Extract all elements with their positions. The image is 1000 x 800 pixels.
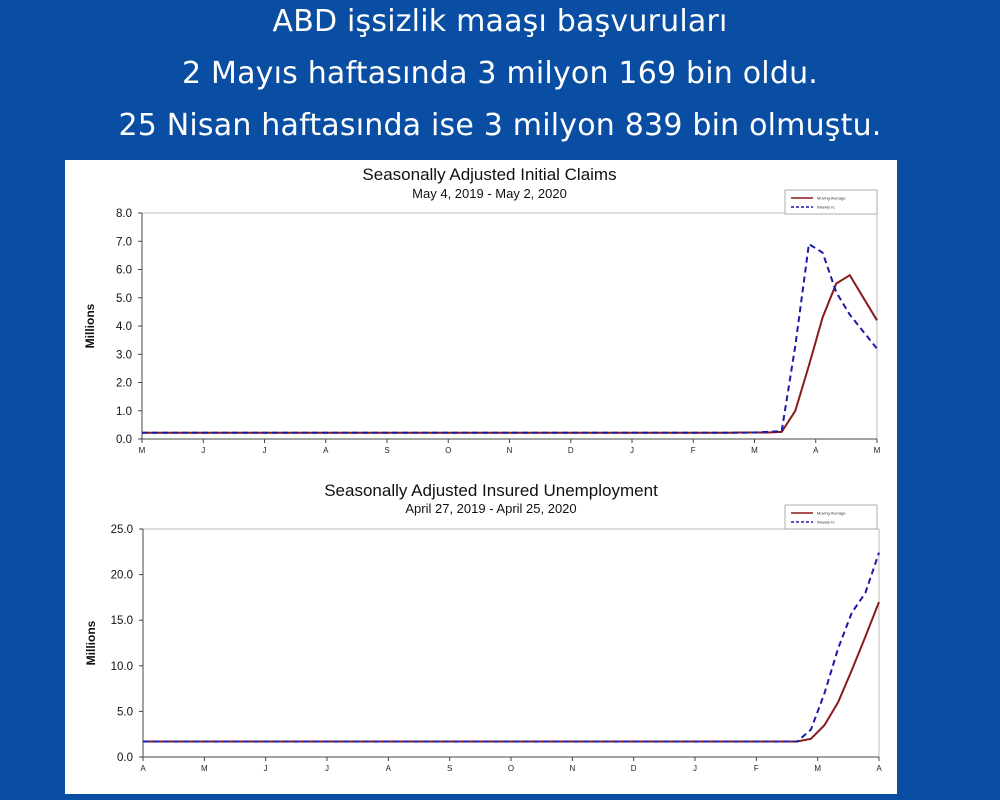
y-tick-label: 25.0 — [110, 524, 133, 536]
headline-line-2: 2 Mayıs haftasında 3 milyon 169 bin oldu. — [181, 56, 819, 91]
y-tick-label: 8.0 — [116, 208, 132, 220]
chart-2 — [84, 481, 882, 773]
y-tick-label: 20.0 — [110, 569, 133, 582]
legend-label: Moving Average — [817, 195, 846, 201]
legend — [785, 190, 877, 214]
plot-frame — [143, 529, 879, 757]
y-tick-label: 4.0 — [116, 321, 132, 333]
y-axis-label: Millions — [83, 303, 97, 349]
chart-subtitle: May 4, 2019 - May 2, 2020 — [412, 186, 567, 201]
x-tick-label: M — [200, 764, 208, 773]
x-tick-label: A — [813, 446, 819, 455]
chart-title: Seasonally Adjusted Initial Claims — [362, 165, 617, 184]
x-tick-label: N — [569, 764, 576, 773]
y-tick-label: 6.0 — [116, 264, 132, 277]
y-tick-label: 3.0 — [116, 349, 132, 362]
legend — [785, 505, 877, 529]
legend-label: Moving Average — [817, 510, 846, 516]
x-tick-label: F — [690, 446, 696, 455]
x-tick-label: J — [693, 764, 697, 773]
x-tick-label: O — [445, 446, 452, 455]
x-tick-label: D — [567, 446, 574, 455]
legend-box — [785, 190, 877, 214]
legend-label: Weekly IC — [817, 519, 836, 525]
chart-panel — [65, 160, 897, 794]
x-tick-label: J — [325, 764, 329, 773]
x-tick-label: A — [876, 764, 882, 773]
y-tick-label: 5.0 — [116, 292, 132, 305]
legend-label: Weekly IC — [817, 204, 836, 210]
x-tick-label: O — [507, 764, 515, 773]
y-tick-label: 0.0 — [117, 752, 133, 764]
x-tick-label: J — [630, 446, 634, 455]
x-tick-label: M — [873, 446, 881, 455]
x-tick-label: A — [323, 446, 329, 455]
y-tick-label: 7.0 — [116, 236, 132, 249]
series-line-moving-average — [143, 602, 879, 742]
x-tick-label: A — [140, 764, 146, 773]
x-tick-label: M — [751, 446, 758, 455]
chart-title: Seasonally Adjusted Insured Unemployment — [324, 481, 658, 500]
chart-1 — [83, 165, 881, 455]
plot-frame — [142, 213, 877, 439]
x-tick-label: J — [262, 446, 267, 455]
series-line-moving-average — [142, 275, 877, 433]
chart-subtitle: April 27, 2019 - April 25, 2020 — [405, 501, 577, 516]
headline-line-3: 25 Nisan haftasında ise 3 milyon 839 bin olmuştu. — [118, 108, 882, 143]
y-tick-label: 1.0 — [116, 405, 132, 418]
x-tick-label: D — [630, 764, 637, 773]
x-tick-label: J — [201, 446, 206, 455]
charts-svg — [65, 160, 897, 794]
y-tick-label: 2.0 — [116, 377, 132, 390]
x-tick-label: M — [138, 446, 146, 455]
y-tick-label: 10.0 — [110, 660, 133, 673]
series-line-weekly — [142, 244, 877, 433]
x-tick-label: J — [263, 764, 268, 773]
y-tick-label: 15.0 — [110, 615, 133, 628]
y-axis-label: Millions — [84, 620, 98, 666]
x-tick-label: F — [753, 764, 759, 773]
x-tick-label: A — [385, 764, 392, 773]
legend-box — [785, 505, 877, 529]
series-line-weekly — [143, 553, 879, 742]
x-tick-label: S — [446, 764, 453, 773]
x-tick-label: S — [384, 446, 390, 455]
y-tick-label: 0.0 — [116, 434, 132, 446]
x-tick-label: N — [506, 446, 513, 455]
x-tick-label: M — [814, 764, 822, 773]
y-tick-label: 5.0 — [117, 706, 133, 719]
headline-line-1: ABD işsizlik maaşı başvuruları — [272, 4, 728, 39]
